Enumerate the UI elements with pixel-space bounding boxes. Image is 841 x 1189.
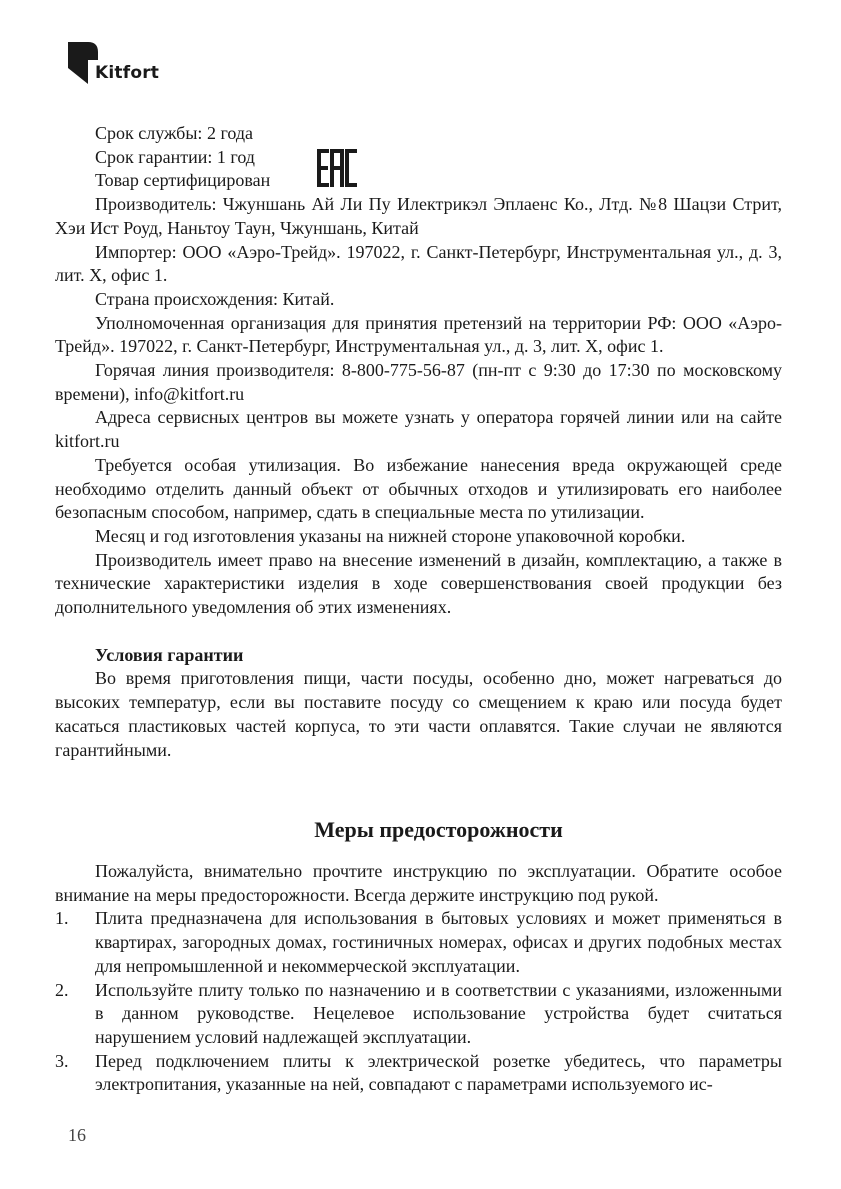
list-item-number: 3. xyxy=(55,1050,69,1071)
list-item-number: 2. xyxy=(55,979,69,1000)
warranty-title: Условия гарантии xyxy=(95,644,244,665)
brand-name: Kitfort xyxy=(95,63,160,83)
authorized-organization: Уполномоченная организация для принятия претензий на территории РФ: ООО «Аэро-Трейд». 197022, г. Санкт-Петербург, Инструментальная ул., д. 3, лит. Х, офис 1. xyxy=(55,312,782,357)
precautions-intro: Пожалуйста, внимательно прочтите инструкцию по эксплуатации. Обратите особое внимание на меры предосторожности. Всегда держите инструкцию под рукой. xyxy=(55,860,782,905)
page-content xyxy=(55,122,782,1097)
product-info-block xyxy=(55,122,782,620)
list-item-text: Перед подключением плиты к электрической розетке убедитесь, что параметры электропитания, указанные на ней, совпадают с параметрами используемого ис- xyxy=(95,1050,782,1095)
list-item xyxy=(55,907,782,978)
manufacture-date: Месяц и год изготовления указаны на нижней стороне упаковочной коробки. xyxy=(95,525,686,546)
precautions-title: Меры предосторожности xyxy=(314,817,563,843)
list-item-text: Плита предназначена для использования в бытовых условиях и может применяться в квартирах, загородных домах, гостиничных номерах, офисах и других подобных местах для непромышленной и некоммерческой эксплуатации. xyxy=(95,908,782,976)
certified-text: Товар сертифицирован xyxy=(95,170,271,191)
list-item xyxy=(55,979,782,1050)
disposal-notice: Требуется особая утилизация. Во избежание нанесения вреда окружающей среде необходимо отделить данный объект от обычных отходов и утилизировать его наиболее безопасным способом, например, сдать в специальные места по утилизации. xyxy=(55,454,782,523)
list-item xyxy=(55,1050,782,1097)
hotline: Горячая линия производителя: 8-800-775-56-87 (пн-пт с 9:30 до 17:30 по московскому времени), info@kitfort.ru xyxy=(55,360,782,404)
manufacturer: Производитель: Чжуншань Ай Ли Пу Илектрикэл Эплаенс Ко., Лтд. №8 Шацзи Стрит, Хэи Ист Роуд, Наньтоу Таун, Чжуншань, Китай xyxy=(55,194,782,238)
brand-logo xyxy=(66,40,176,86)
warranty-period: Срок гарантии: 1 год xyxy=(95,146,255,167)
changes-notice: Производитель имеет право на внесение изменений в дизайн, комплектацию, а также в технические характеристики изделия в ходе совершенствования своей продукции без дополнительного уведомления об этих изменениях. xyxy=(55,549,782,618)
list-item-number: 1. xyxy=(55,908,69,929)
precautions-list xyxy=(55,907,782,1097)
eac-mark-icon xyxy=(316,148,358,188)
service-life: Срок службы: 2 года xyxy=(95,123,254,143)
service-centers: Адреса сервисных центров вы можете узнать у оператора горячей линии или на сайте kitfort.ru xyxy=(55,407,782,452)
warranty-text: Во время приготовления пищи, части посуды, особенно дно, может нагреваться до высоких температур, если вы поставите посуду со смещением к краю или посуда будет касаться пластиковых частей корпуса, то эти части оплавятся. Такие случаи не являются гарантийными. xyxy=(55,668,782,760)
country-of-origin: Страна происхождения: Китай. xyxy=(95,288,335,309)
importer: Импортер: ООО «Аэро-Трейд». 197022, г. Санкт-Петербург, Инструментальная ул., д. 3, лит. Х, офис 1. xyxy=(55,241,782,286)
list-item-text: Используйте плиту только по назначению и в соответствии с указаниями, изложенными в данном руководстве. Нецелевое использование устройства будет считаться нарушением условий надлежащей эксплуатации. xyxy=(95,979,782,1047)
page-number: 16 xyxy=(68,1125,86,1145)
